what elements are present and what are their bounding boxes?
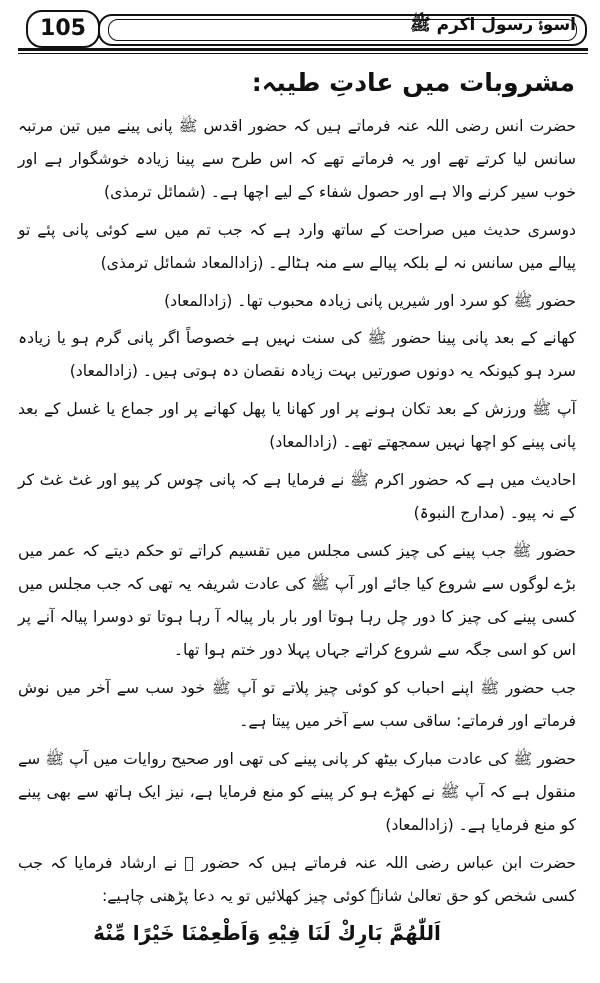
paragraph: حضور ﷺ کی عادت مبارک بیٹھ کر پانی پینے کی تھی اور صحیح روایات میں آپ ﷺ سے منقول ہے کہ آپ ﷺ نے کھڑے ہو کر پینے کو منع فرمایا ہے، نیز ایک ہاتھ سے بھی پینے کو منع فرمایا ہے۔ (زادالمعاد) — [18, 750, 576, 834]
page-header — [18, 6, 588, 52]
header-divider — [18, 48, 588, 51]
page-number: 105 — [26, 10, 100, 48]
paragraph: حضور ﷺ جب پینے کی چیز کسی مجلس میں تقسیم کراتے تو حکم دیتے کہ عمر میں بڑے لوگوں سے شروع کیا جائے اور آپ ﷺ کی عادت شریفہ یہ تھی کہ جب مجلس میں کسی پینے کی چیز کا دور چل رہا ہوتا اور بار بار پیالہ آ رہا ہوتا تو دوسرا پیالہ آنے پر اس کو اسی جگہ سے شروع کراتے جہاں پہلا دور ختم ہوا تھا۔ — [18, 542, 576, 659]
dua-text: اَللّٰهُمَّ بَارِكْ لَنَا فِيْهِ وَاَطْعِمْنَا خَيْرًا مِّنْهُ — [93, 921, 441, 945]
running-title: اسوۂ رسول اکرم ﷺ — [410, 15, 576, 35]
body-text — [18, 110, 576, 950]
paragraph: جب حضور ﷺ اپنے احباب کو کوئی چیز پلاتے تو آپ ﷺ خود سب سے آخر میں نوش فرماتے اور فرماتے: ساقی سب سے آخر میں پیتا ہے۔ — [18, 679, 576, 730]
section-title: مشروبات میں عادتِ طیبہ: — [251, 68, 575, 97]
paragraph: حضرت انس رضی اللہ عنہ فرماتے ہیں کہ حضور اقدس ﷺ پانی پینے میں تین مرتبہ سانس لیا کرتے تھے اور یہ فرماتے تھے کہ اس طرح سے پینا زیادہ خوشگوار ہے اور خوب سیر کرنے والا ہے اور حصول شفاء کے لیے اچھا ہے۔ (شمائل ترمذی) — [18, 117, 576, 201]
header-divider-thin — [18, 53, 588, 54]
paragraph: کھانے کے بعد پانی پینا حضور ﷺ کی سنت نہیں ہے خصوصاً اگر پانی گرم ہو یا زیادہ سرد ہو کیونکہ یہ دونوں صورتیں بہت زیادہ نقصان دہ ہوتی ہیں۔ (زادالمعاد) — [18, 329, 576, 380]
paragraph: آپ ﷺ ورزش کے بعد تکان ہونے پر اور کھانا یا پھل کھانے پر اور جماع یا غسل کے بعد پانی پینے کو اچھا نہیں سمجھتے تھے۔ (زادالمعاد) — [18, 400, 576, 451]
paragraph: حضرت ابن عباس رضی اللہ عنہ فرماتے ہیں کہ حضور ﷺ نے ارشاد فرمایا کہ جب کسی شخص کو حق تعالیٰ شانہٗ کوئی چیز کھلائیں تو یہ دعا پڑھنی چاہیے: — [18, 854, 576, 905]
paragraph: احادیث میں ہے کہ حضور اکرم ﷺ نے فرمایا ہے کہ پانی چوس کر پیو اور غٹ غٹ کر کے نہ پیو۔ (مدارج النبوۃ) — [18, 471, 576, 522]
paragraph: حضور ﷺ کو سرد اور شیریں پانی زیادہ محبوب تھا۔ (زادالمعاد) — [164, 292, 576, 310]
paragraph: دوسری حدیث میں صراحت کے ساتھ وارد ہے کہ جب تم میں سے کوئی پانی پئے تو پیالے میں سانس نہ لے بلکہ پیالے سے منہ ہٹالے۔ (زادالمعاد شمائل ترمذی) — [18, 221, 576, 272]
